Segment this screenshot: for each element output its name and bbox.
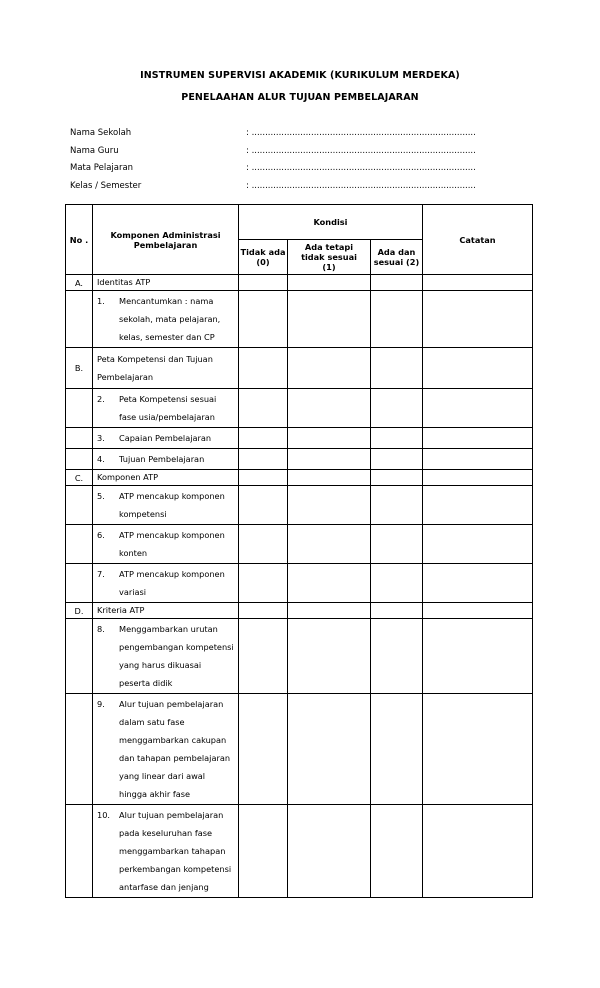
kondisi-cell[interactable]: [239, 619, 288, 694]
kondisi-cell[interactable]: [288, 603, 371, 619]
kondisi-cell[interactable]: [239, 525, 288, 564]
catatan-cell[interactable]: [423, 389, 533, 428]
item-text: ATP mencakup komponen kompetensi: [119, 491, 225, 519]
item-text: Mencantumkan : nama sekolah, mata pelajaran, kelas, semester dan CP: [119, 296, 221, 342]
kondisi-cell[interactable]: [239, 470, 288, 486]
item-text: ATP mencakup komponen variasi: [119, 569, 225, 597]
item-text: Capaian Pembelajaran: [119, 433, 212, 443]
kondisi-cell[interactable]: [288, 805, 371, 898]
kondisi-cell[interactable]: [288, 619, 371, 694]
item-text: ATP mencakup komponen konten: [119, 530, 225, 558]
kondisi-cell[interactable]: [288, 525, 371, 564]
identity-value: : ...................................................................................: [246, 128, 476, 138]
kondisi-cell[interactable]: [371, 805, 423, 898]
header-catatan: Catatan: [423, 205, 533, 275]
table-row: [66, 619, 533, 694]
item-number: 2.: [97, 394, 105, 404]
kondisi-cell[interactable]: [288, 389, 371, 428]
header-kondisi: Kondisi: [239, 205, 423, 240]
table-row: [66, 389, 533, 428]
item-text: Menggambarkan urutan pengembangan kompetensi yang harus dikuasai peserta didik: [119, 624, 234, 688]
table-row: [66, 564, 533, 603]
document-subtitle: PENELAAHAN ALUR TUJUAN PEMBELAJARAN: [181, 92, 419, 103]
table-header-row: [66, 205, 533, 240]
kondisi-cell[interactable]: [371, 449, 423, 470]
kondisi-cell[interactable]: [288, 470, 371, 486]
catatan-cell[interactable]: [423, 449, 533, 470]
identity-label: Nama Guru: [70, 146, 119, 156]
section-title: Komponen ATP: [93, 470, 239, 486]
kondisi-cell[interactable]: [239, 805, 288, 898]
kondisi-cell[interactable]: [239, 564, 288, 603]
kondisi-cell[interactable]: [288, 564, 371, 603]
kondisi-cell[interactable]: [239, 449, 288, 470]
identity-label: Kelas / Semester: [70, 181, 142, 191]
kondisi-cell[interactable]: [371, 486, 423, 525]
identity-value: : ...................................................................................: [246, 163, 476, 173]
item-number: 3.: [97, 433, 105, 443]
item-text: Tujuan Pembelajaran: [119, 454, 205, 464]
catatan-cell[interactable]: [423, 275, 533, 291]
item-number: 10.: [97, 810, 111, 820]
kondisi-cell[interactable]: [371, 275, 423, 291]
item-number: 5.: [97, 491, 105, 501]
document-title: INSTRUMEN SUPERVISI AKADEMIK (KURIKULUM MERDEKA): [140, 70, 460, 81]
item-number: 7.: [97, 569, 105, 579]
catatan-cell[interactable]: [423, 291, 533, 348]
identity-value: : ...................................................................................: [246, 146, 476, 156]
identity-value: : ...................................................................................: [246, 181, 476, 191]
section-row: [66, 470, 533, 486]
section-row: [66, 275, 533, 291]
kondisi-cell[interactable]: [371, 603, 423, 619]
catatan-cell[interactable]: [423, 486, 533, 525]
header-ada-tidak-sesuai: Ada tetapi tidak sesuai (1): [288, 240, 371, 275]
section-row: [66, 603, 533, 619]
catatan-cell[interactable]: [423, 619, 533, 694]
item-number: 6.: [97, 530, 105, 540]
section-letter: C.: [66, 470, 93, 486]
table-row: [66, 805, 533, 898]
identity-label: Nama Sekolah: [70, 128, 132, 138]
catatan-cell[interactable]: [423, 564, 533, 603]
catatan-cell[interactable]: [423, 428, 533, 449]
kondisi-cell[interactable]: [239, 428, 288, 449]
kondisi-cell[interactable]: [288, 449, 371, 470]
table-row: [66, 486, 533, 525]
kondisi-cell[interactable]: [239, 389, 288, 428]
catatan-cell[interactable]: [423, 348, 533, 389]
kondisi-cell[interactable]: [371, 694, 423, 805]
kondisi-cell[interactable]: [371, 564, 423, 603]
section-title: Kriteria ATP: [93, 603, 239, 619]
section-row: [66, 348, 533, 389]
header-ada-sesuai: Ada dan sesuai (2): [371, 240, 423, 275]
kondisi-cell[interactable]: [371, 470, 423, 486]
catatan-cell[interactable]: [423, 603, 533, 619]
section-title: Peta Kompetensi dan Tujuan Pembelajaran: [93, 348, 239, 389]
kondisi-cell[interactable]: [371, 525, 423, 564]
identity-label: Mata Pelajaran: [70, 163, 134, 173]
section-letter: A.: [66, 275, 93, 291]
kondisi-cell[interactable]: [239, 275, 288, 291]
kondisi-cell[interactable]: [288, 428, 371, 449]
kondisi-cell[interactable]: [288, 348, 371, 389]
kondisi-cell[interactable]: [371, 348, 423, 389]
kondisi-cell[interactable]: [239, 486, 288, 525]
item-text: Alur tujuan pembelajaran pada keseluruhan fase menggambarkan tahapan perkembangan kompetensi antarfase dan jenjang: [119, 810, 232, 892]
item-number: 8.: [97, 624, 105, 634]
kondisi-cell[interactable]: [288, 275, 371, 291]
catatan-cell[interactable]: [423, 525, 533, 564]
section-letter: D.: [66, 603, 93, 619]
catatan-cell[interactable]: [423, 694, 533, 805]
kondisi-cell[interactable]: [288, 291, 371, 348]
kondisi-cell[interactable]: [371, 291, 423, 348]
catatan-cell[interactable]: [423, 805, 533, 898]
kondisi-cell[interactable]: [239, 694, 288, 805]
header-komponen: Komponen Administrasi Pembelajaran: [93, 205, 239, 275]
kondisi-cell[interactable]: [288, 694, 371, 805]
item-number: 4.: [97, 454, 105, 464]
supervision-table: [65, 204, 533, 898]
table-row: [66, 525, 533, 564]
table-row: [66, 449, 533, 470]
section-letter: B.: [66, 348, 93, 389]
item-number: 1.: [97, 296, 105, 306]
item-text: Peta Kompetensi sesuai fase usia/pembelajaran: [119, 394, 217, 422]
catatan-cell[interactable]: [423, 470, 533, 486]
kondisi-cell[interactable]: [371, 428, 423, 449]
kondisi-cell[interactable]: [288, 486, 371, 525]
header-tidak-ada: Tidak ada (0): [239, 240, 288, 275]
kondisi-cell[interactable]: [371, 389, 423, 428]
item-text: Alur tujuan pembelajaran dalam satu fase menggambarkan cakupan dan tahapan pembelajaran yang linear dari awal hingga akhir fase: [119, 699, 231, 799]
table-row: [66, 428, 533, 449]
section-title: Identitas ATP: [93, 275, 239, 291]
kondisi-cell[interactable]: [239, 603, 288, 619]
table-row: [66, 694, 533, 805]
item-number: 9.: [97, 699, 105, 709]
header-no: No .: [66, 205, 93, 275]
kondisi-cell[interactable]: [239, 291, 288, 348]
table-row: [66, 291, 533, 348]
kondisi-cell[interactable]: [239, 348, 288, 389]
kondisi-cell[interactable]: [371, 619, 423, 694]
